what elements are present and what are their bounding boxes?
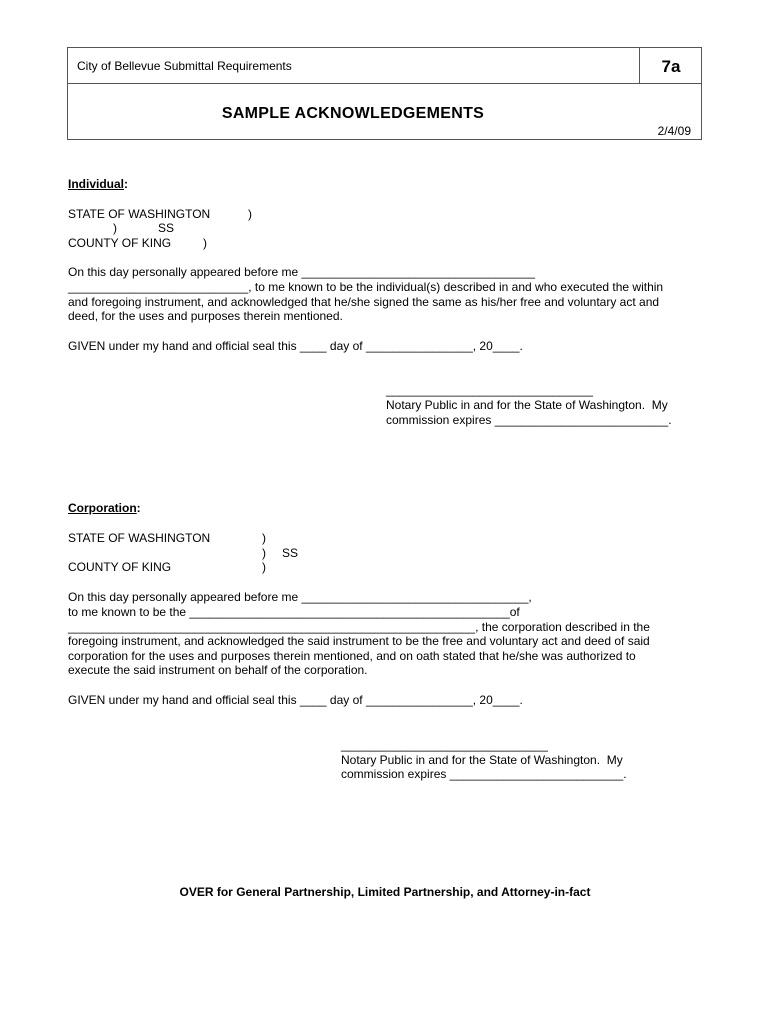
corporation-given: GIVEN under my hand and official seal this ____ day of ________________, 20____. [68,693,523,707]
header-box [67,47,702,140]
individual-body-line-4: deed, for the uses and purposes therein mentioned. [68,309,343,323]
corporation-ss: SS [282,546,299,560]
individual-heading-wrap [68,177,128,192]
corporation-signature-line: _______________________________ [341,738,548,752]
corporation-notary-line-1: Notary Public in and for the State of Washington. My [341,753,623,767]
individual-state-paren: ) [248,207,252,221]
corporation-paren-1: ) [262,531,266,545]
individual-heading: Individual [68,177,125,191]
individual-county: COUNTY OF KING [68,236,172,250]
individual-notary-line-2: commission expires __________________________. [386,413,672,427]
individual-notary-line-1: Notary Public in and for the State of Washington. My [386,398,668,412]
individual-ss-paren: ) [113,221,117,235]
corporation-state: STATE OF WASHINGTON [68,531,211,545]
individual-heading-colon: : [124,177,129,191]
corporation-body-line-5: corporation for the uses and purposes therein mentioned, and on oath stated that he/she was authorized to [68,649,636,663]
header-number: 7a [661,57,681,76]
corporation-body-line-2: to me known to be the ________________________________________________of [68,605,520,619]
corporation-paren-2: ) [262,546,266,560]
corporation-heading: Corporation [68,501,137,515]
header-date: 2/4/09 [657,124,691,138]
individual-ss: SS [158,221,175,235]
individual-state: STATE OF WASHINGTON [68,207,211,221]
corporation-heading-wrap [68,501,141,516]
corporation-notary-line-2: commission expires __________________________. [341,767,627,781]
header-top-row [68,48,701,84]
corporation-body-line-4: foregoing instrument, and acknowledged the said instrument to be the free and voluntary act and deed of said [68,634,650,648]
footer-note: OVER for General Partnership, Limited Partnership, and Attorney-in-fact [179,885,591,899]
corporation-county: COUNTY OF KING [68,560,172,574]
corporation-body-line-3: _____________________________________________________________, the corporation described in the [68,620,650,634]
individual-body-line-1: On this day personally appeared before me ___________________________________ [68,265,536,279]
individual-signature-line: _______________________________ [386,383,593,397]
corporation-paren-3: ) [262,560,266,574]
corporation-heading-colon: : [136,501,141,515]
individual-body-line-3: and foregoing instrument, and acknowledged that he/she signed the same as his/her free and voluntary act and [68,295,660,309]
corporation-body-line-6: execute the said instrument on behalf of the corporation. [68,663,368,677]
individual-body-line-2: ___________________________, to me known to be the individual(s) described in and who executed the within [68,280,664,294]
individual-given: GIVEN under my hand and official seal this ____ day of ________________, 20____. [68,339,523,353]
corporation-body-line-1: On this day personally appeared before me __________________________________, [68,590,532,604]
individual-county-paren: ) [203,236,207,250]
page-title: SAMPLE ACKNOWLEDGEMENTS [221,105,485,122]
header-left-title: City of Bellevue Submittal Requirements [77,59,292,73]
